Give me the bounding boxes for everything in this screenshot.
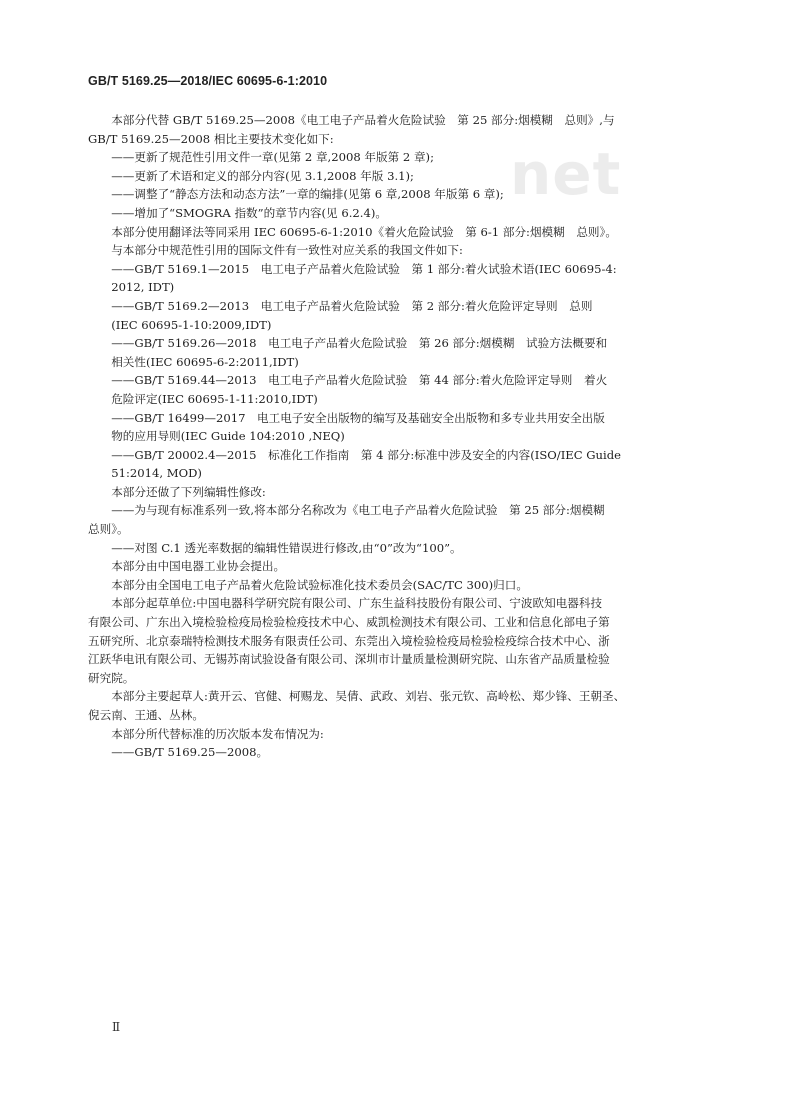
reference-line-1: ——GB/T 5169.44—2013 电工电子产品着火危险试验 第 44 部分:着火危险评定导则 着火 [111,373,608,388]
reference-item [88,260,712,297]
reference-line-1: ——GB/T 5169.1—2015 电工电子产品着火危险试验 第 1 部分:着火试验术语(IEC 60695-4: [111,261,617,276]
replacement-paragraph-line-2: GB/T 5169.25—2008 相比主要技术变化如下: [88,131,334,146]
reference-item [88,334,712,371]
drafting-units-line: 有限公司、广东出入境检验检疫局检验检疫技术中心、威凯检测技术有限公司、工业和信息化部电子第 [88,615,610,630]
reference-line-2: 相关性(IEC 60695-6-2:2011,IDT) [111,354,299,369]
reference-line-2: 2012, IDT) [111,280,175,295]
reference-line-1: ——GB/T 5169.26—2018 电工电子产品着火危险试验 第 26 部分:烟模糊 试验方法概要和 [111,336,608,351]
reference-item [88,297,712,334]
replacement-paragraph-line-1: 本部分代替 GB/T 5169.25—2008《电工电子产品着火危险试验 第 25 部分:烟模糊 总则》,与 [111,113,615,127]
reference-item [88,409,712,446]
editorial-paragraph: 本部分还做了下列编辑性修改: [111,484,266,499]
change-item: ——调整了“静态方法和动态方法”一章的编排(见第 6 章,2008 年版第 6 章); [111,187,504,202]
foreword-body [88,111,712,762]
history-item: ——GB/T 5169.25—2008。 [111,745,269,760]
history-paragraph: 本部分所代替标准的历次版本发布情况为: [111,726,324,741]
reference-line-2: 51:2014, MOD) [111,466,202,481]
page-number: Ⅱ [112,1020,121,1034]
drafting-units-line: 研究院。 [88,670,135,685]
editorial-item-line-2: 总则》。 [88,522,129,537]
reference-item [88,446,712,483]
change-item: ——更新了术语和定义的部分内容(见 3.1,2008 年版 3.1); [111,168,414,183]
reference-item [88,371,712,408]
reference-line-1: ——GB/T 5169.2—2013 电工电子产品着火危险试验 第 2 部分:着火危险评定导则 总则 [111,298,593,313]
watermark: net [510,140,622,208]
change-item: ——增加了“SMOGRA 指数”的章节内容(见 6.2.4)。 [111,205,387,220]
consistency-paragraph: 与本部分中规范性引用的国际文件有一致性对应关系的我国文件如下: [111,243,463,258]
centralized-by: 本部分由全国电工电子产品着火危险试验标准化技术委员会(SAC/TC 300)归口。 [111,577,528,592]
drafting-units-line: 本部分起草单位:中国电器科学研究院有限公司、广东生益科技股份有限公司、宁波欧知电器科技 [111,596,603,611]
translation-paragraph: 本部分使用翻译法等同采用 IEC 60695-6-1:2010《着火危险试验 第 6-1 部分:烟模糊 总则》。 [111,224,617,239]
change-item: ——更新了规范性引用文件一章(见第 2 章,2008 年版第 2 章); [111,150,434,165]
editorial-item: ——对图 C.1 透光率数据的编辑性错误进行修改,由“0”改为“100”。 [111,540,462,555]
drafters-line: 倪云南、王通、丛林。 [88,708,204,722]
drafters-line: 本部分主要起草人:黄开云、官健、柯赐龙、吴倩、武政、刘岩、张元钦、高岭松、郑少锋、王朝圣、 [111,689,626,704]
reference-line-2: 物的应用导则(IEC Guide 104:2010 ,NEQ) [111,429,345,444]
reference-line-2: (IEC 60695-1-10:2009,IDT) [111,317,272,332]
reference-line-1: ——GB/T 20002.4—2015 标准化工作指南 第 4 部分:标准中涉及安全的内容(ISO/IEC Guide [111,447,622,462]
drafting-units-line: 江跃华电讯有限公司、无锡苏南试验设备有限公司、深圳市计量质量检测研究院、山东省产品质量检验 [88,652,610,667]
reference-line-2: 危险评定(IEC 60695-1-11:2010,IDT) [111,391,318,406]
drafting-units-line: 五研究所、北京泰瑞特检测技术服务有限责任公司、东莞出入境检验检疫局检验检疫综合技术中心、浙 [88,633,610,648]
editorial-item-line-1: ——为与现有标准系列一致,将本部分名称改为《电工电子产品着火危险试验 第 25 部分:烟模糊 [111,503,605,518]
document-header: GB/T 5169.25—2018/IEC 60695-6-1:2010 [88,74,328,88]
proposed-by: 本部分由中国电器工业协会提出。 [111,559,286,574]
reference-line-1: ——GB/T 16499—2017 电工电子安全出版物的编写及基础安全出版物和多专业共用安全出版 [111,410,605,425]
